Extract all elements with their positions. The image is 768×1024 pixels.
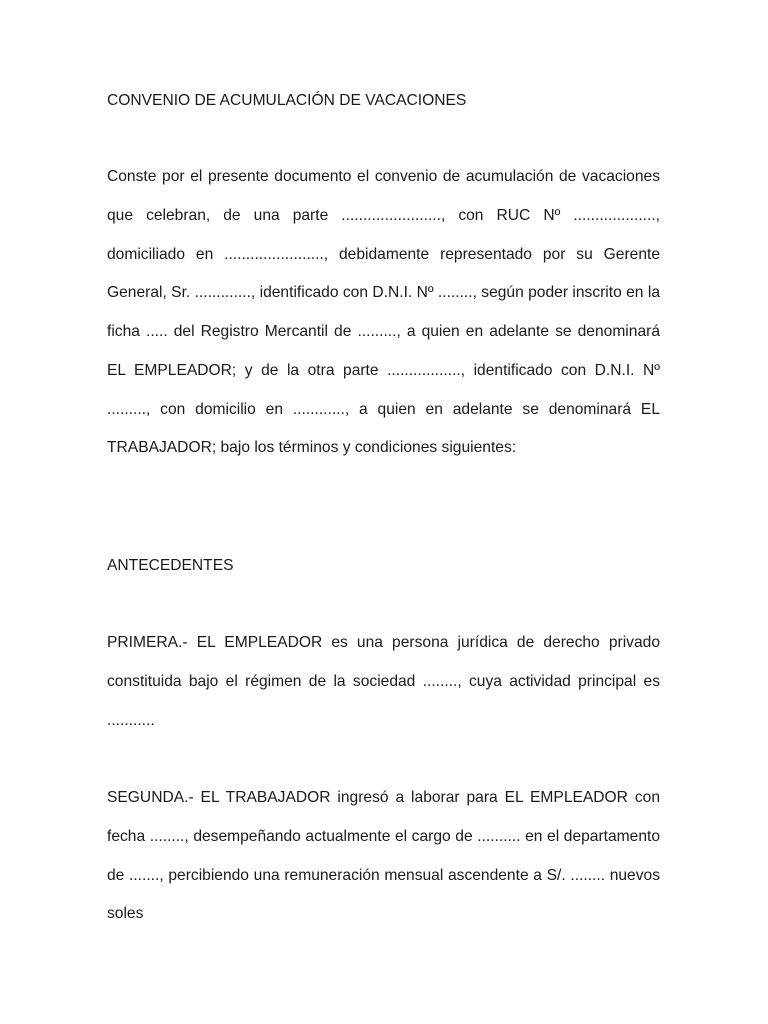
intro-paragraph: Conste por el presente documento el convenio de acumulación de vacaciones que celebran, de una parte ......................., con RUC Nº ..................., domiciliado en ......................., debidamente representado por su Gerente General, Sr. ............., identificado con D.N.I. Nº ........, según poder inscrito en la ficha ..... del Registro Mercantil de ........., a quien en adelante se denominará EL EMPLEADOR; y de la otra parte ................., identificado con D.N.I. Nº ........., con domicilio en ............, a quien en adelante se denominará EL TRABAJADOR; bajo los términos y condiciones siguientes: — [107, 168, 660, 457]
section-heading-antecedentes: ANTECEDENTES — [107, 557, 234, 574]
clause-primera: PRIMERA.- EL EMPLEADOR es una persona jurídica de derecho privado constituida bajo el régimen de la sociedad ........, cuya actividad principal es ........... — [107, 634, 660, 729]
clause-segunda: SEGUNDA.- EL TRABAJADOR ingresó a laborar para EL EMPLEADOR con fecha ........, desempeñando actualmente el cargo de .......... en el departamento de ......., percibiendo una remuneración mensual ascendente a S/. ........ nuevos soles — [107, 789, 660, 923]
document-title: CONVENIO DE ACUMULACIÓN DE VACACIONES — [107, 92, 467, 109]
